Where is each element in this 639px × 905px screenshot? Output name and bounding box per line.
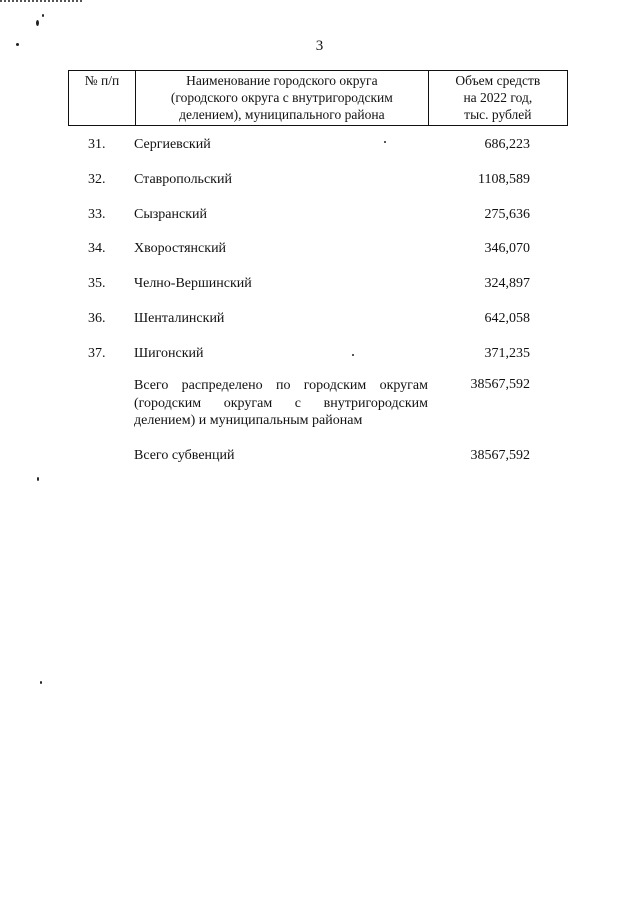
scan-speck [37, 477, 39, 481]
row-name: Шенталинский [134, 310, 225, 326]
table-row [68, 203, 568, 238]
row-name: Шигонский [134, 345, 204, 361]
scan-edge-mark [0, 0, 82, 5]
table-body [68, 133, 568, 377]
row-number: 36. [88, 310, 106, 326]
row-value: 686,223 [484, 137, 530, 152]
table-row [68, 237, 568, 272]
table-row [68, 342, 568, 377]
row-number: 34. [88, 241, 106, 257]
total-distributed-value: 38567,592 [470, 377, 530, 392]
header-amount-label: Объем средств на 2022 год, тыс. рублей [455, 73, 541, 122]
total-distributed-label: Всего распределено по городским округам (городским округам с внутригородским делением) и муниципальным районам [134, 378, 428, 428]
table-row [68, 272, 568, 307]
table-row [68, 168, 568, 203]
row-name: Челно-Вершинский [134, 276, 252, 292]
header-number-cell [69, 71, 136, 126]
scan-speck [42, 14, 44, 17]
table-row [68, 133, 568, 168]
row-number: 35. [88, 276, 106, 292]
row-name: Сызранский [134, 206, 207, 222]
scan-speck [40, 681, 42, 684]
header-number-label: № п/п [84, 73, 120, 88]
header-amount-cell [428, 71, 567, 126]
scan-speck [36, 20, 39, 26]
total-subventions-label: Всего субвенций [134, 448, 235, 463]
row-name: Хворостянский [134, 241, 227, 257]
row-value: 324,897 [484, 276, 530, 292]
row-value: 1108,589 [478, 171, 530, 187]
total-subventions-value: 38567,592 [470, 448, 530, 463]
row-value: 371,235 [484, 345, 530, 361]
row-number: 32. [88, 171, 106, 187]
row-name: Ставропольский [134, 171, 232, 187]
row-value: 346,070 [484, 241, 530, 257]
row-number: 33. [88, 206, 106, 222]
row-name: Сергиевский [134, 137, 211, 152]
row-number: 37. [88, 345, 106, 361]
table-row [68, 307, 568, 342]
row-value: 275,636 [484, 206, 530, 222]
header-name-cell [135, 71, 428, 126]
row-number: 31. [88, 137, 106, 152]
row-value: 642,058 [484, 310, 530, 326]
page-number: 3 [315, 38, 324, 54]
table-header [68, 70, 568, 126]
header-name-label: Наименование городского округа (городского округа с внутригородским делением), муниципального района [170, 73, 393, 122]
